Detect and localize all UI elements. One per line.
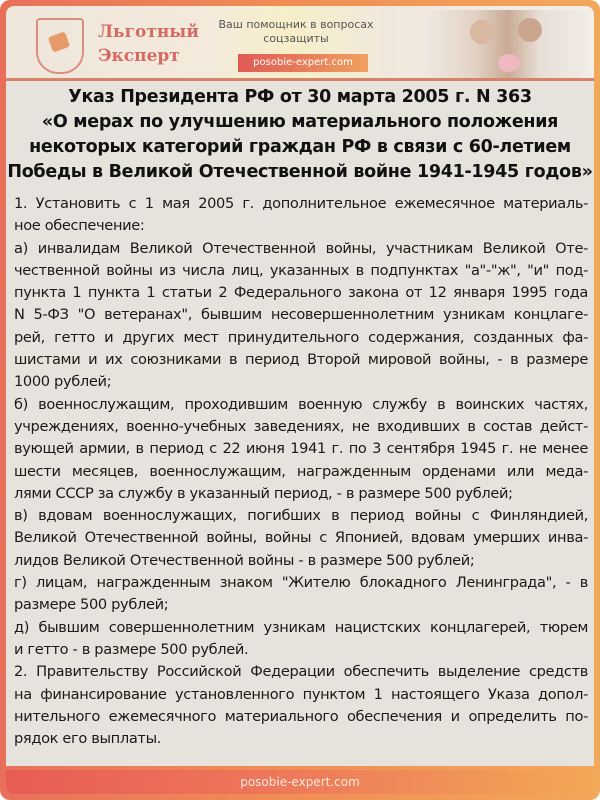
document-content	[6, 81, 594, 766]
text-line: д) бывшим совершеннолетним узникам нацистских концлагерей, тюрем	[14, 618, 588, 636]
brand-line-2: Эксперт	[98, 46, 180, 66]
text-line: шести месяцев, военнослужащим, награжденным орденами или меда-	[14, 462, 588, 480]
tagline: Ваш помощник в вопросах соцзащиты	[218, 18, 374, 45]
text-line: 1. Установить с 1 мая 2005 г. дополнительное ежемесячное материаль-	[14, 195, 588, 212]
text-line: в) вдовам военнослужащих, погибших в период войны с Финляндией,	[14, 507, 588, 525]
document-title	[6, 85, 594, 185]
text-line: Великой Отечественной войны, войны с Японией, вдовам умерших инва-	[14, 529, 588, 547]
text-line: размере 500 рублей;	[14, 596, 169, 614]
text-line: б) военнослужащим, проходившим военную службу в воинских частях,	[14, 395, 588, 413]
title-line: Победы в Великой Отечественной войне 1941-1945 годов»	[7, 162, 593, 182]
site-link-button[interactable]: posobie-expert.com	[238, 54, 368, 72]
elderly-couple-photo	[428, 10, 588, 78]
brand-line-1: Льготный	[98, 22, 199, 42]
document-body	[14, 193, 588, 750]
text-line: рядок его выплаты.	[14, 730, 162, 748]
text-line: вующей армии, в период с 22 июня 1941 г. по 3 сентября 1945 г. не менее	[14, 440, 588, 458]
text-line: и гетто - в размере 500 рублей.	[14, 640, 249, 658]
text-line: нительного ежемесячного материального обеспечения и определить по-	[14, 707, 588, 725]
text-line: учреждениях, военно-учебных заведениях, не входивших в состав дейст-	[14, 417, 588, 435]
brand-name	[98, 20, 199, 68]
text-line: 1000 рублей;	[14, 373, 112, 391]
text-line: лями СССР за службу в указанный период, - в размере 500 рублей;	[14, 484, 513, 502]
text-line: шистами и их союзниками в период Второй мировой войны, - в размере	[14, 351, 588, 369]
text-line: лидов Великой Отечественной войны - в размере 500 рублей;	[14, 551, 475, 569]
logo-shield-icon	[36, 18, 84, 74]
footer-site-link[interactable]: posobie-expert.com	[6, 770, 594, 794]
site-banner	[6, 6, 594, 81]
title-line: Указ Президента РФ от 30 марта 2005 г. N 363	[68, 87, 532, 107]
text-line: а) инвалидам Великой Отечественной войны, участникам Великой Оте-	[14, 239, 588, 257]
text-line: пункта 1 пункта 1 статьи 2 Федерального закона от 12 января 1995 года	[14, 284, 588, 302]
text-line: 2. Правительству Российской Федерации обеспечить выделение средств	[14, 663, 588, 681]
text-line: на финансирование установленного пунктом 1 настоящего Указа допол-	[14, 685, 588, 703]
text-line: ное обеспечение:	[14, 217, 145, 235]
text-line: чественной войны из числа лиц, указанных в подпунктах "а"-"ж", "и" под-	[14, 261, 588, 279]
text-line: рей, гетто и других мест принудительного содержания, созданных фа-	[14, 328, 588, 346]
text-line: г) лицам, награжденным знаком "Жителю блокадного Ленинграда", - в	[14, 574, 588, 592]
text-line: N 5-ФЗ "О ветеранах", бывшим несовершеннолетним узникам концлаге-	[14, 306, 588, 324]
title-line: «О мерах по улучшению материального положения	[41, 112, 559, 132]
title-line: некоторых категорий граждан РФ в связи с 60-летием	[29, 137, 571, 157]
